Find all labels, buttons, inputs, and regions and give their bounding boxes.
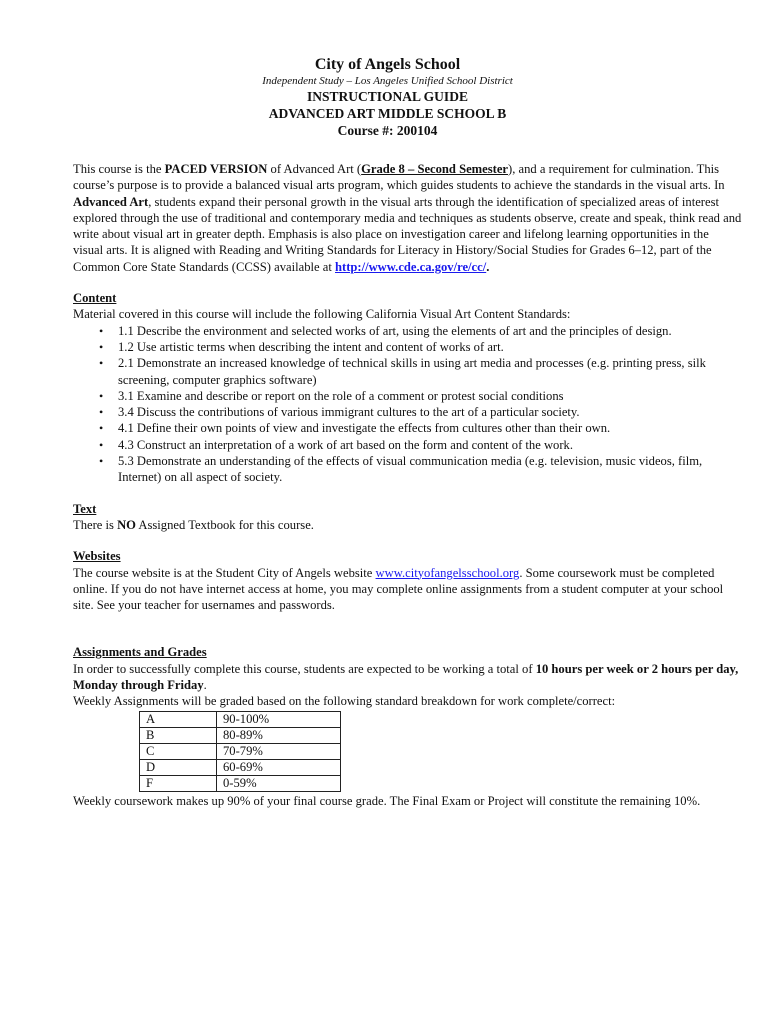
table-row: [140, 711, 341, 727]
range-cell: 60-69%: [217, 759, 341, 775]
guide-heading: INSTRUCTIONAL GUIDE: [307, 89, 468, 104]
text-body: Assigned Textbook for this course.: [135, 517, 314, 532]
content-section: [73, 290, 742, 486]
district-subtitle: Independent Study – Los Angeles Unified School District: [262, 75, 513, 87]
range-cell: 90-100%: [217, 711, 341, 727]
grade-cell: C: [140, 743, 217, 759]
content-lead: Material covered in this course will include the following California Visual Art Content Standards:: [73, 307, 571, 322]
no-label: NO: [117, 517, 136, 532]
table-row: [140, 727, 341, 743]
grade-cell: A: [140, 711, 217, 727]
assignments-text: .: [203, 678, 207, 693]
range-cell: 80-89%: [217, 727, 341, 743]
websites-text: The course website is at the Student City of Angels website: [73, 565, 376, 580]
list-item: • 4.1 Define their own points of view and investigate the effects from cultures other than their own.: [118, 420, 742, 436]
text-heading: Text: [73, 501, 97, 516]
content-heading: Content: [73, 291, 117, 306]
intro-text: ), and a requirement for culmination. This course’s purpose is to provide a balanced visual arts program, which guides students to achieve the standards in the visual arts. In: [73, 162, 725, 193]
assignments-footer: Weekly coursework makes up 90% of your final course grade. The Final Exam or Project will constitute the remaining 10%.: [73, 793, 701, 808]
grade-cell: B: [140, 727, 217, 743]
hours-label: 10 hours per week or 2 hours per day, Monday through Friday: [73, 661, 739, 693]
range-cell: 70-79%: [217, 743, 341, 759]
list-item: • 1.1 Describe the environment and selected works of art, using the elements of art and the principles of design.: [118, 323, 742, 339]
assignments-text: In order to successfully complete this course, students are expected to be working a total of: [73, 661, 536, 676]
list-item: • 5.3 Demonstrate an understanding of the effects of visual communication media (e.g. television, music videos, film, Internet) on all aspect of society.: [118, 453, 742, 486]
list-item: • 1.2 Use artistic terms when describing the intent and content of works of art.: [118, 339, 742, 355]
assignments-heading: Assignments and Grades: [73, 645, 207, 660]
websites-paragraph: [73, 565, 742, 614]
text-paragraph: [73, 517, 742, 533]
assignments-section: [73, 644, 742, 808]
list-item: • 4.3 Construct an interpretation of a work of art based on the form and content of the work.: [118, 437, 742, 453]
range-cell: 0-59%: [217, 775, 341, 791]
school-website-link[interactable]: www.cityofangelsschool.org: [375, 565, 520, 580]
text-section: [73, 501, 742, 534]
intro-text: .: [486, 259, 490, 274]
grade-semester-label: Grade 8 – Second Semester: [361, 162, 509, 176]
table-row: [140, 759, 341, 775]
school-title: City of Angels School: [314, 56, 461, 73]
intro-paragraph: [73, 161, 742, 275]
grade-cell: D: [140, 759, 217, 775]
table-row: [140, 775, 341, 791]
text-body: There is: [73, 517, 118, 532]
course-number: Course #: 200104: [337, 123, 438, 138]
websites-section: [73, 548, 742, 613]
assignments-paragraph: [73, 661, 742, 694]
websites-heading: Websites: [73, 549, 121, 564]
intro-text: This course is the: [73, 162, 165, 176]
intro-text: of Advanced Art (: [267, 162, 362, 176]
list-item: • 3.1 Examine and describe or report on the role of a comment or protest social conditions: [118, 388, 742, 404]
breakdown-text: Weekly Assignments will be graded based on the following standard breakdown for work complete/correct:: [73, 694, 616, 709]
websites-text: . Some coursework must be completed online. If you do not have internet access at home, you may complete online assignments from a student computer at your school site. See your teacher for usernames and passwords.: [73, 565, 724, 613]
list-item: • 2.1 Demonstrate an increased knowledge of technical skills in using art media and processes (e.g. printing press, silk screening, computer graphics software): [118, 355, 742, 388]
list-item: • 3.4 Discuss the contributions of various immigrant cultures to the art of a particular society.: [118, 404, 742, 420]
intro-text: , students expand their personal growth in the visual arts through the identification of specialized areas of interest explored through the use of traditional and contemporary media and techniques as students observe, create and speak, think read and write about visual art in greater depth. Emphasis is also place on investigation career and lifelong learning opportunities in the visual arts. It is aligned with Reading and Writing Standards for Literacy in History/Social Studies for Grades 6–12, part of the Common Core State Standards (CCSS) available at: [73, 194, 742, 274]
standards-list: [73, 323, 742, 486]
grade-cell: F: [140, 775, 217, 791]
cde-standards-link[interactable]: http://www.cde.ca.gov/re/cc/: [335, 259, 487, 274]
grade-table: [139, 711, 341, 792]
table-row: [140, 743, 341, 759]
paced-version-label: PACED VERSION: [164, 162, 268, 176]
advanced-art-label: Advanced Art: [73, 194, 149, 209]
course-name: ADVANCED ART MIDDLE SCHOOL B: [268, 106, 507, 121]
